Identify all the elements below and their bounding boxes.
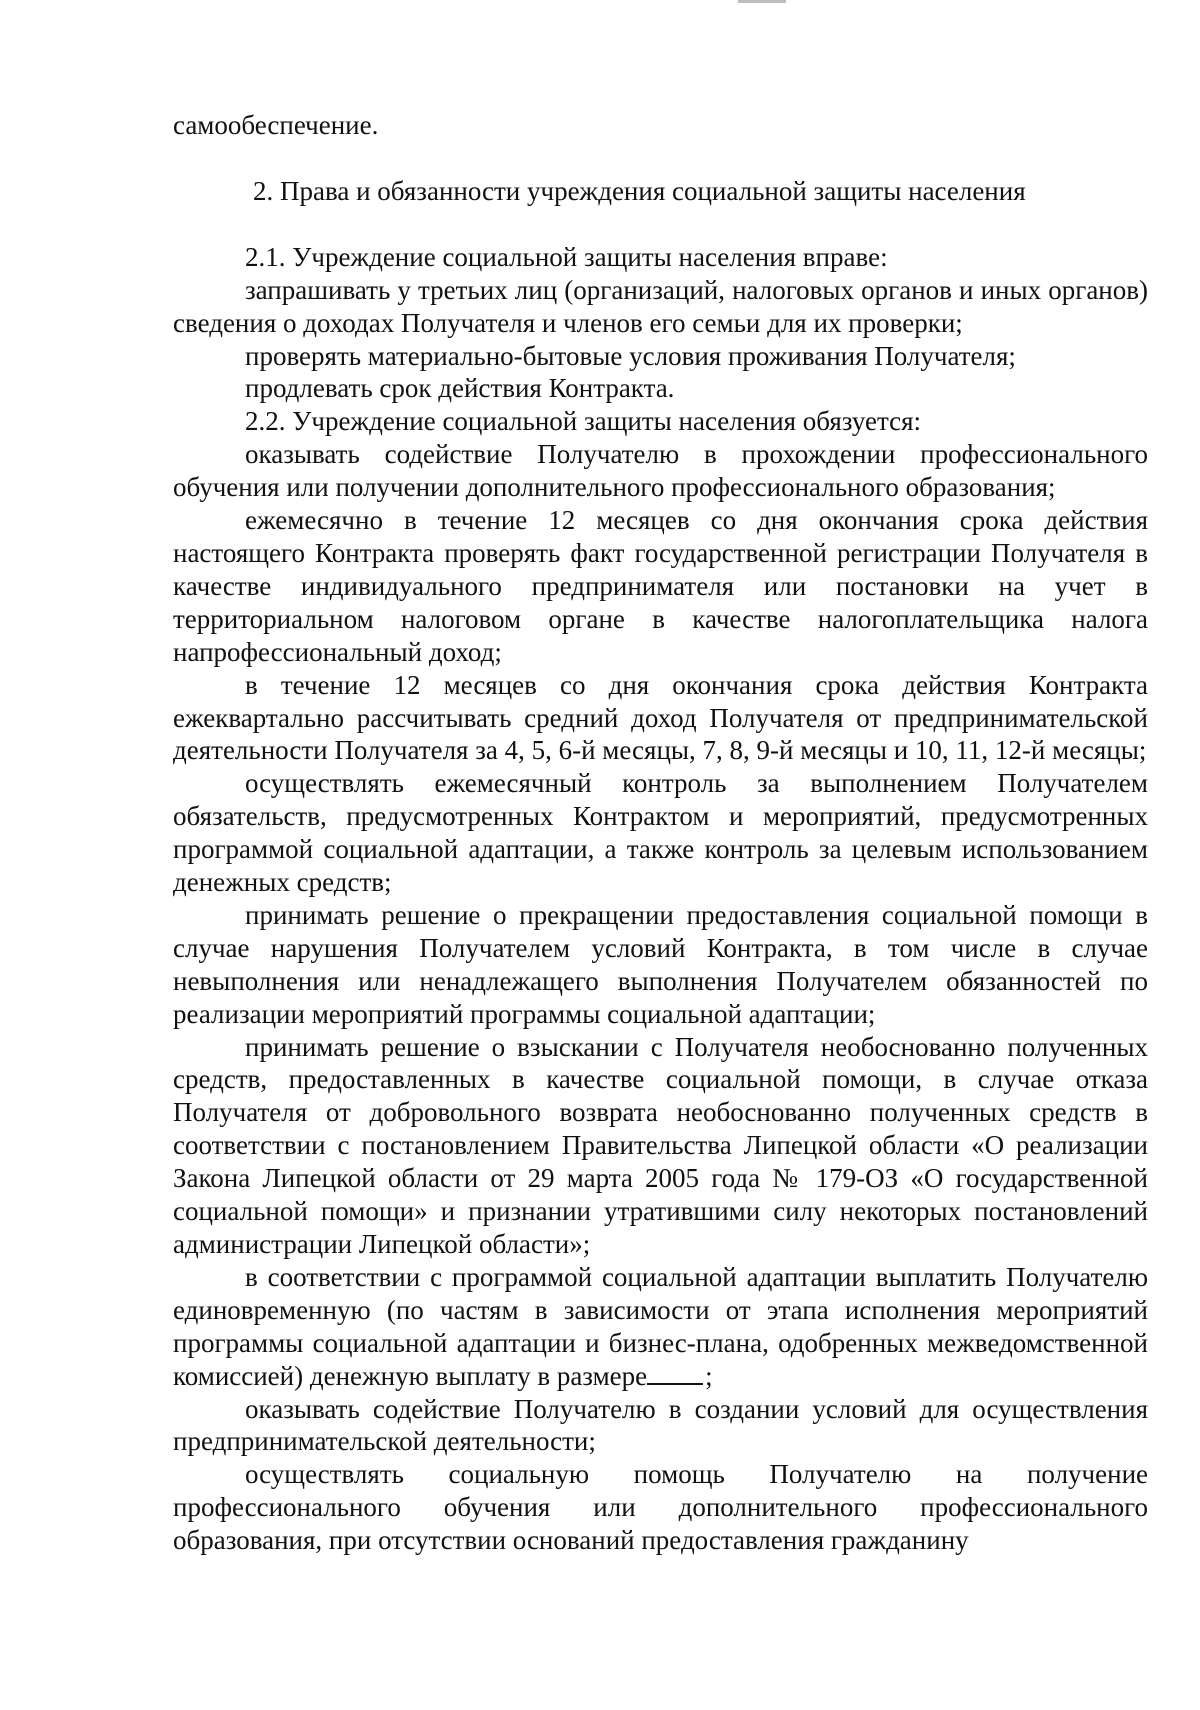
payment-text: в соответствии с программой социальной адаптации выплатить Получателю единовременную (по частям в зависимости от этапа исполнения мероприятий программы социальной адаптации и бизнес-плана, одобренных межведомственной комиссией) денежную выплату в размере	[173, 1261, 1148, 1391]
paragraph: проверять материально-бытовые условия проживания Получателя;	[245, 340, 1016, 371]
paragraph: запрашивать у третьих лиц (организаций, налоговых органов и иных органов) сведения о доходах Получателя и членов его семьи для их проверки;	[173, 274, 1148, 338]
paragraph: ежемесячно в течение 12 месяцев со дня окончания срока действия настоящего Контракта проверять факт государственной регистрации Получателя в качестве индивидуального предпринимателя или постановки на учет в территориальном налоговом органе в качестве налогоплательщика налога напрофессиональный доход;	[173, 505, 1148, 667]
paragraph: принимать решение о прекращении предоставления социальной помощи в случае нарушения Получателем условий Контракта, в том числе в случае невыполнения или ненадлежащего выполнения Получателем обязанностей по реализации мероприятий программы социальной адаптации;	[173, 899, 1148, 1029]
section-title: 2. Права и обязанности учреждения социальной защиты населения	[253, 175, 1026, 206]
paragraph: оказывать содействие Получателю в создании условий для осуществления предпринимательской деятельности;	[173, 1393, 1148, 1457]
paragraph: 2.2. Учреждение социальной защиты населения обязуется:	[245, 406, 922, 437]
payment-tail: ;	[705, 1360, 713, 1391]
paragraph: 2.1. Учреждение социальной защиты населения вправе:	[245, 241, 888, 272]
paragraph: принимать решение о взыскании с Получателя необоснованно полученных средств, предоставленных в качестве социальной помощи, в случае отказа Получателя от добровольного возврата необоснованно полученных средств в соответствии с постановлением Правительства Липецкой области «О реализации Закона Липецкой области от 29 марта 2005 года № 179-ОЗ «О государственной социальной помощи» и признании утратившими силу некоторых постановлений администрации Липецкой области»;	[173, 1031, 1148, 1259]
paragraph: продлевать срок действия Контракта.	[245, 373, 675, 404]
paragraph: осуществлять ежемесячный контроль за выполнением Получателем обязательств, предусмотренных Контрактом и мероприятий, предусмотренных программой социальной адаптации, а также контроль за целевым использованием денежных средств;	[173, 768, 1148, 898]
payment-paragraph	[173, 1261, 1148, 1393]
fragment-top: самообеспечение.	[173, 110, 379, 140]
paragraph: в течение 12 месяцев со дня окончания срока действия Контракта ежеквартально рассчитывать средний доход Получателя от предпринимательской деятельности Получателя за 4, 5, 6-й месяцы, 7, 8, 9-й месяцы и 10, 11, 12-й месяцы;	[173, 669, 1148, 766]
paragraph-list	[173, 241, 1148, 1557]
paragraph: осуществлять социальную помощь Получателю на получение профессионального обучения или дополнительного профессионального образования, при отсутствии оснований предоставления гражданину	[173, 1459, 1148, 1556]
paragraph: оказывать содействие Получателю в прохождении профессионального обучения или получении дополнительного профессионального образования;	[173, 439, 1148, 503]
document-body	[173, 109, 1148, 1557]
scan-edge-mark	[738, 0, 786, 3]
amount-blank-line	[647, 1361, 703, 1385]
